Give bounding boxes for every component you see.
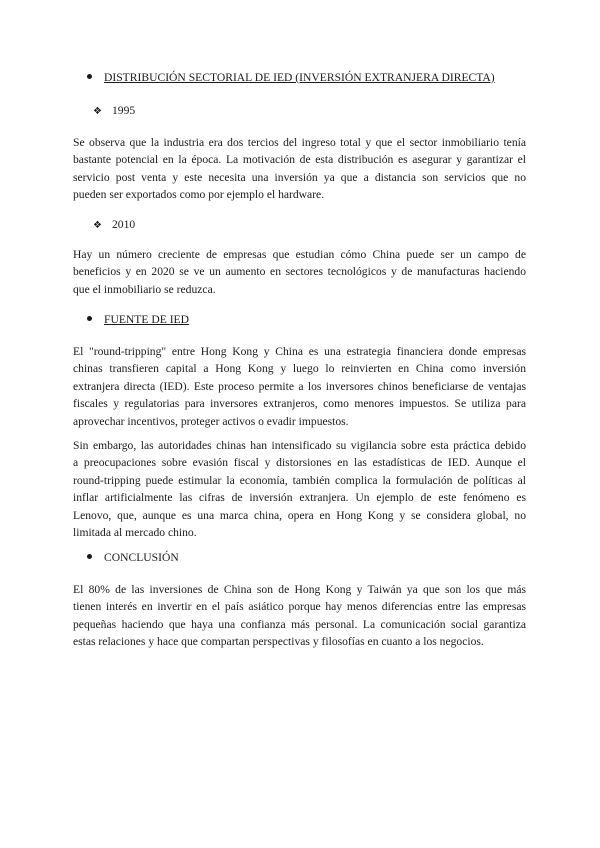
subheading-1995 — [93, 103, 135, 120]
subheading-label: 1995 — [111, 104, 136, 117]
text-line: round-tripping puede estimular la economía, también complica la formulación de políticas al — [73, 473, 526, 487]
diamond-bullet-icon: ❖ — [93, 220, 102, 231]
section-heading-sectorial — [87, 70, 495, 86]
text-line: bastante potencial en la época. La motivación de esta distribución es asegurar y garantizar el — [73, 153, 526, 167]
subheading-2010 — [93, 217, 135, 234]
text-line: beneficios y en 2020 se ve un aumento en sectores tecnológicos y de manufacturas haciendo — [73, 265, 526, 279]
bullet-icon — [87, 74, 92, 79]
text-line: Hay un número creciente de empresas que estudian cómo China puede ser un campo de — [73, 248, 526, 261]
text-line: tienen interés en invertir en el país asiático porque hay menos diferencias entre las empresas — [73, 600, 526, 614]
paragraph-2010 — [73, 246, 526, 298]
paragraph-fuente-2 — [73, 437, 526, 541]
paragraph-fuente-1 — [73, 343, 526, 430]
text-line: Se observa que la industria era dos tercios del ingreso total y que el sector inmobiliario tenía — [73, 136, 526, 149]
text-line: limitada al mercado chino. — [73, 525, 197, 539]
heading-text: DISTRIBUCIÓN SECTORIAL DE IED (INVERSIÓN EXTRANJERA DIRECTA) — [104, 71, 495, 84]
text-line: fiscales y regulatorias para inversores extranjeros, como menores impuestos. Se utiliza para — [73, 397, 526, 411]
subheading-label: 2010 — [111, 218, 136, 231]
bullet-icon — [87, 316, 92, 321]
diamond-bullet-icon: ❖ — [93, 106, 102, 117]
text-line: Lenovo, que, aunque es una marca china, opera en Hong Kong y se considera global, no — [73, 508, 526, 522]
bullet-icon — [87, 554, 92, 559]
heading-text: CONCLUSIÓN — [104, 551, 179, 564]
text-line: a preocupaciones sobre evasión fiscal y distorsiones en las estadísticas de IED. Aunque el — [73, 456, 526, 470]
text-line: que el inmobiliario se reduzca. — [73, 282, 216, 296]
text-line: extranjera directa (IED). Este proceso permite a los inversores chinos beneficiarse de ventajas — [73, 379, 526, 393]
text-line: El 80% de las inversiones de China son de Hong Kong y Taiwán ya que son los que más — [73, 583, 526, 596]
paragraph-1995 — [73, 134, 526, 204]
heading-text: FUENTE DE IED — [104, 313, 190, 326]
text-line: chinas transfieren capital a Hong Kong y luego lo reinvierten en China como inversión — [73, 362, 526, 376]
section-heading-conclusion — [87, 550, 179, 566]
text-line: aprovechar incentivos, proteger activos o evadir impuestos. — [73, 414, 349, 428]
text-line: inflar artificialmente las cifras de inversión extranjera. Un ejemplo de este fenómeno es — [73, 491, 526, 505]
text-line: servicio post venta y este necesita una inversión ya que a distancia son servicios que no — [73, 170, 526, 184]
text-line: estas relaciones y hace que compartan perspectivas y filosofías en cuanto a los negocios. — [73, 635, 484, 649]
paragraph-conclusion — [73, 581, 526, 651]
text-line: pequeñas haciendo que haya una confianza más personal. La comunicación social garantiza — [73, 617, 526, 631]
text-line: pueden ser exportados como por ejemplo el hardware. — [73, 188, 325, 202]
text-line: Sin embargo, las autoridades chinas han intensificado su vigilancia sobre esta práctica debido — [73, 439, 526, 452]
section-heading-fuente — [87, 312, 189, 328]
document-page — [73, 0, 526, 848]
text-line: El "round-tripping" entre Hong Kong y China es una estrategia financiera donde empresas — [73, 345, 526, 358]
